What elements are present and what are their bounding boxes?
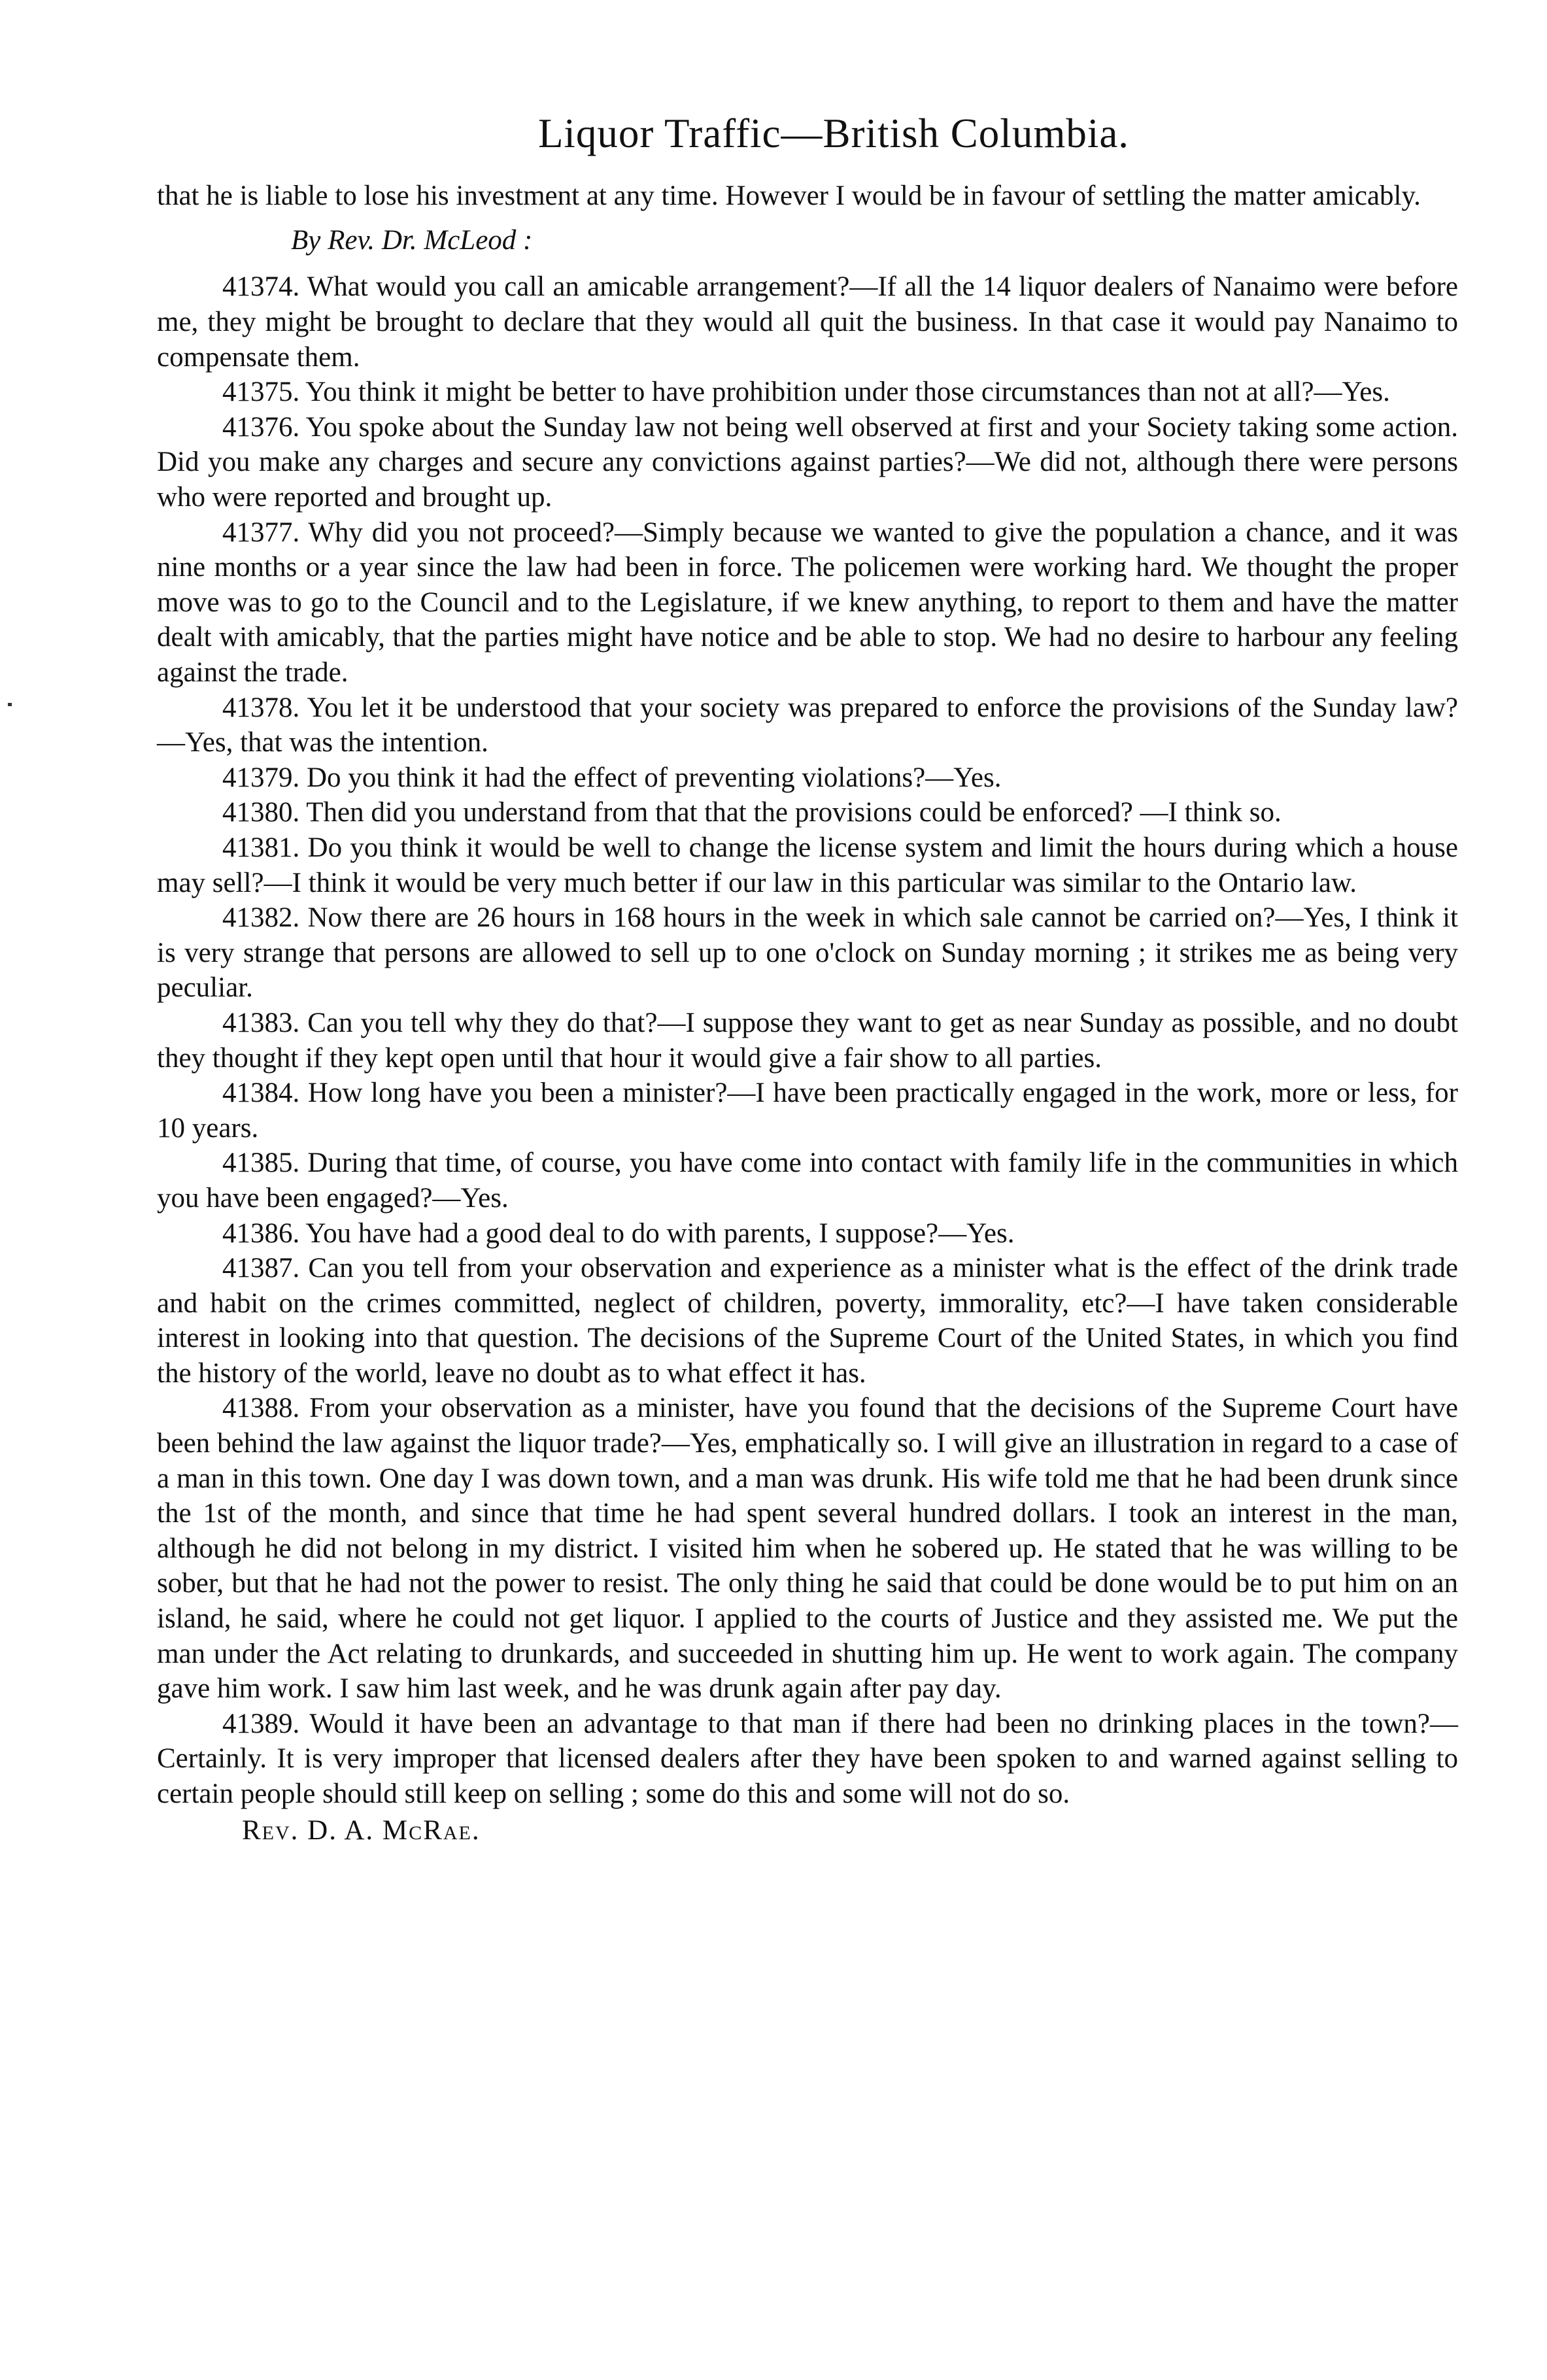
question-41383: 41383. Can you tell why they do that?—I suppose they want to get as near Sunday as possible, and no doubt they thought if they kept open until that hour it would give a fair show to all parties.: [157, 1007, 1458, 1074]
question-41388: 41388. From your observation as a minister, have you found that the decisions of the Supreme Court have been behind the law against the liquor trade?—Yes, emphatically so. I will give an illustration in regard to a case of a man in this town. One day I was down town, and a man was drunk. His wife told me that he had been drunk since the 1st of the month, and since that time he had spent several hundred dollars. I took an interest in the man, although he did not belong in my district. I visited him when he sobered up. He stated that he was willing to be sober, but that he had not the power to resist. The only thing he said that could be done would be to put him on an island, he said, where he could not get liquor. I applied to the courts of Justice and they assisted me. We put the man under the Act relating to drunkards, and succeeded in shutting him up. He went to work again. The company gave him work. I saw him last week, and he was drunk again after pay day.: [157, 1393, 1458, 1705]
examiner-heading: By Rev. Dr. McLeod :: [291, 224, 533, 256]
margin-speck: [8, 703, 12, 706]
question-41385: 41385. During that time, of course, you have come into contact with family life in the communities in which you have been engaged?—Yes.: [157, 1148, 1458, 1214]
question-41381: 41381. Do you think it would be well to change the license system and limit the hours during which a house may sell?—I think it would be very much better if our law in this particular was similar to the Ontario law.: [157, 832, 1458, 898]
opening-paragraph: that he is liable to lose his investment at any time. However I would be in favour of settling the matter amicably.: [157, 180, 1421, 212]
question-41378: 41378. You let it be understood that your society was prepared to enforce the provisions of the Sunday law?—Yes, that was the intention.: [157, 692, 1458, 758]
question-41374: 41374. What would you call an amicable arrangement?—If all the 14 liquor dealers of Nanaimo were before me, they might be brought to declare that they would all quit the business. In that case it would pay Nanaimo to compensate them.: [157, 271, 1458, 373]
document-body: [157, 178, 1458, 1848]
question-41387: 41387. Can you tell from your observation and experience as a minister what is the effect of the drink trade and habit on the crimes committed, neglect of children, poverty, immorality, etc?—I have taken considerable interest in looking into that question. The decisions of the Supreme Court of the United States, in which you find the history of the world, leave no doubt as to what effect it has.: [157, 1253, 1458, 1389]
question-41384: 41384. How long have you been a minister?—I have been practically engaged in the work, more or less, for 10 years.: [157, 1078, 1458, 1144]
document-page: [157, 111, 1458, 1848]
question-41379: 41379. Do you think it had the effect of preventing violations?—Yes.: [222, 762, 1002, 793]
witness-signature: Rev. D. A. McRae.: [242, 1814, 481, 1846]
question-41376: 41376. You spoke about the Sunday law not being well observed at first and your Society taking some action. Did you make any charges and secure any convictions against parties?—We did not, although there were persons who were reported and brought up.: [157, 411, 1458, 513]
question-41382: 41382. Now there are 26 hours in 168 hours in the week in which sale cannot be carried on?—Yes, I think it is very strange that persons are allowed to sell up to one o'clock on Sunday morning ; it strikes me as being very peculiar.: [157, 902, 1458, 1004]
page-title: Liquor Traffic—British Columbia.: [537, 110, 1130, 156]
question-41389: 41389. Would it have been an advantage to that man if there had been no drinking places in the town?—Certainly. It is very improper that licensed dealers after they have been spoken to and warned against selling to certain people should still keep on selling ; some do this and some will not do so.: [157, 1708, 1458, 1810]
question-41386: 41386. You have had a good deal to do with parents, I suppose?—Yes.: [222, 1217, 1015, 1249]
question-41377: 41377. Why did you not proceed?—Simply because we wanted to give the population a chance, and it was nine months or a year since the law had been in force. The policemen were working hard. We thought the proper move was to go to the Council and to the Legislature, if we knew anything, to report to them and have the matter dealt with amicably, that the parties might have notice and be able to stop. We had no desire to harbour any feeling against the trade.: [157, 517, 1458, 688]
question-41375: 41375. You think it might be better to have prohibition under those circumstances than not at all?—Yes.: [222, 377, 1390, 408]
question-41380: 41380. Then did you understand from that that the provisions could be enforced? —I think so.: [222, 797, 1282, 828]
